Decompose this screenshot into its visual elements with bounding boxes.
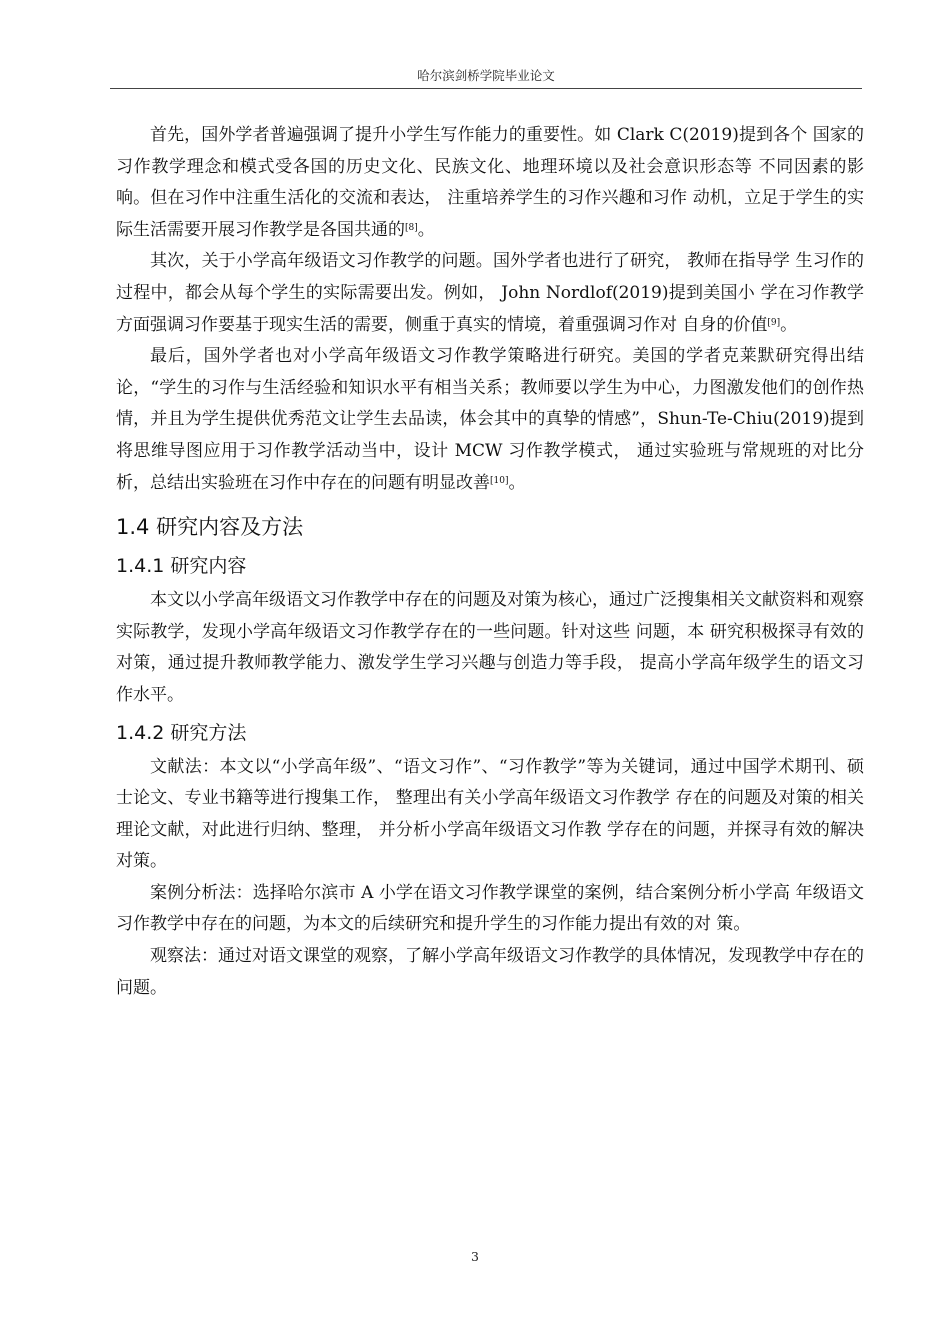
paragraph-case-analysis-method: 案例分析法：选择哈尔滨市 A 小学在语文习作教学课堂的案例，结合案例分析小学高 年级语文习作教学中存在的问题，为本文的后续研究和提升学生的习作能力提出有效的对 策。 xyxy=(116,882,864,935)
section-heading-1-4-2: 1.4.2 研究方法 xyxy=(116,721,247,744)
paragraph-literature-method: 文献法：本文以“小学高年级”、“语文习作”、“习作教学”等为关键词，通过中国学术期刊、硕士论文、专业书籍等进行搜集工作， 整理出有关小学高年级语文习作教学 存在的问题及对策的相关理论文献，对此进行归纳、整理， 并分析小学高年级语文习作教 学存在的问题，并探寻有效的解决对策。 xyxy=(116,756,864,872)
paragraph-tail: 。 xyxy=(417,219,435,240)
paragraph-research-content: 本文以小学高年级语文习作教学中存在的问题及对策为核心，通过广泛搜集相关文献资料和观察实际教学，发现小学高年级语文习作教学存在的一些问题。针对这些 问题，本 研究积极探寻有效的对策，通过提升教师教学能力、激发学生学习兴趣与创造力等手段， 提高小学高年级学生的语文习作水平。 xyxy=(116,590,864,705)
header-rule xyxy=(110,88,862,89)
paragraph-observation-method: 观察法：通过对语文课堂的观察，了解小学高年级语文习作教学的具体情况，发现教学中存在的问题。 xyxy=(116,946,864,998)
paragraph-foreign-importance xyxy=(116,120,864,246)
running-header: 哈尔滨剑桥学院毕业论文 xyxy=(417,68,555,83)
page-number: 3 xyxy=(471,1249,479,1264)
paragraph-foreign-strategies xyxy=(116,341,864,499)
citation-ref: [10] xyxy=(490,475,509,486)
citation-ref: [8] xyxy=(405,222,418,233)
page-body xyxy=(116,120,864,1004)
paragraph-text: 其次，关于小学高年级语文习作教学的问题。国外学者也进行了研究， 教师在指导学 生习作的过程中，都会从每个学生的实际需要出发。例如， John Nordlof(2019)提到美国小 学在习作教学方面强调习作要基于现实生活的需要，侧重于真实的情境，着重强调习作对 自身的价值 xyxy=(116,251,864,335)
section-heading-1-4-1: 1.4.1 研究内容 xyxy=(116,555,247,578)
paragraph-text: 最后，国外学者也对小学高年级语文习作教学策略进行研究。美国的学者克莱默研究得出结论，“学生的习作与生活经验和知识水平有相当关系；教师要以学生为中心，力图激发他们的创作热情，并且为学生提供优秀范文让学生去品读，体会其中的真挚的情感”，Shun-Te-Chiu(2019)提到将思维导图应用于习作教学活动当中，设计 MCW 习作教学模式， 通过实验班与常规班的对比分析，总结出实验班在习作中存在的问题有明显改善 xyxy=(116,346,864,493)
paragraph-text: 首先，国外学者普遍强调了提升小学生写作能力的重要性。如 Clark C(2019)提到各个 国家的习作教学理念和模式受各国的历史文化、民族文化、地理环境以及社会意识形态等 不同因素的影响。但在习作中注重生活化的交流和表达， 注重培养学生的习作兴趣和习作 动机，立足于学生的实际生活需要开展习作教学是各国共通的 xyxy=(116,125,864,240)
paragraph-tail: 。 xyxy=(508,472,526,493)
citation-ref: [9] xyxy=(767,317,781,328)
section-heading-1-4: 1.4 研究内容及方法 xyxy=(116,515,304,540)
paragraph-tail: 。 xyxy=(780,314,798,335)
paragraph-foreign-problems xyxy=(116,246,864,341)
